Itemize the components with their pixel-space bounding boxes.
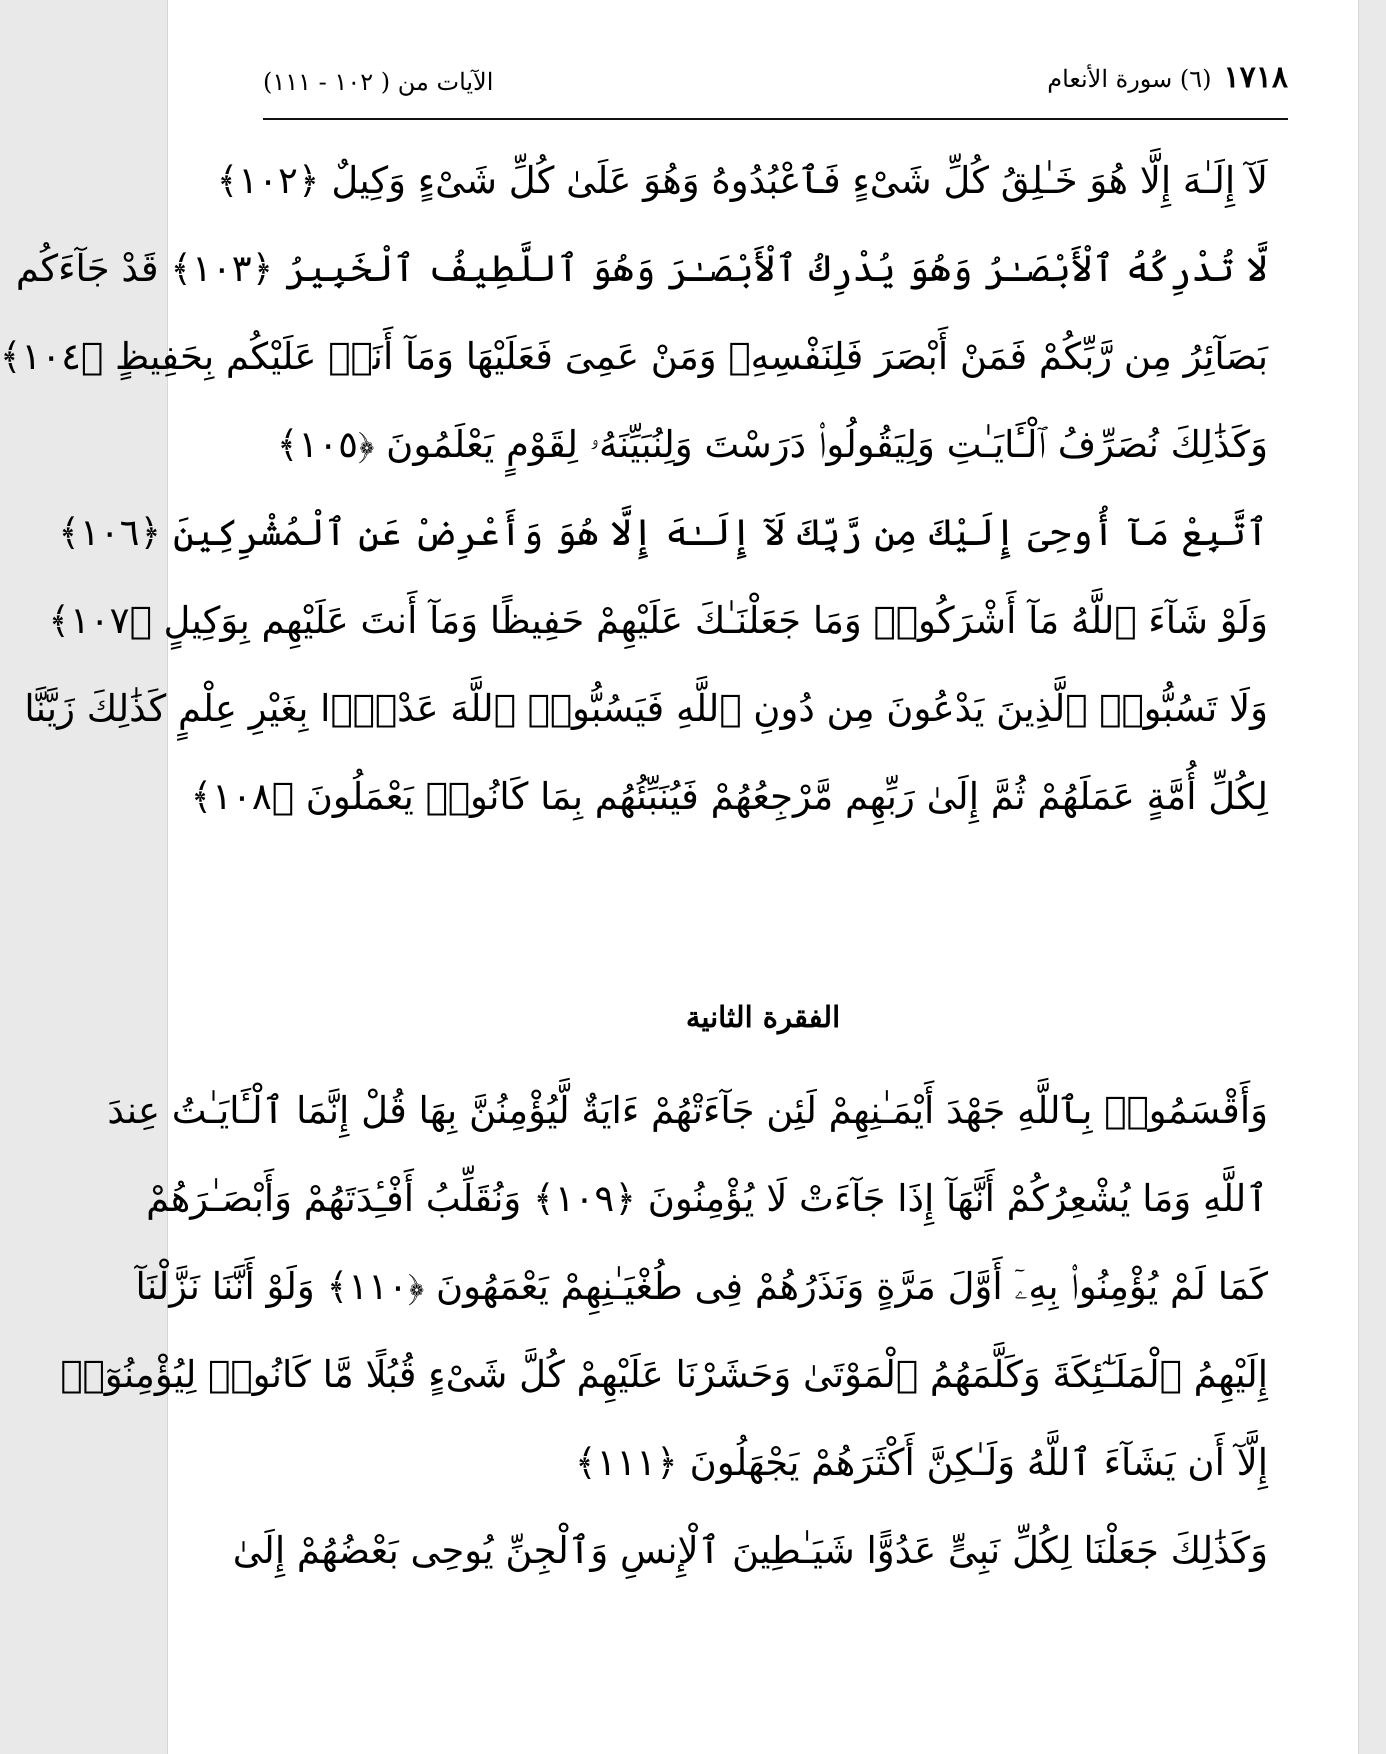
verse-line: إِلَّآ أَن يَشَآءَ ٱللَّهُ وَلَـٰكِنَّ أَكْثَرَهُمْ يَجْهَلُونَ ﴿١١١﴾ <box>574 1441 1268 1484</box>
verse-line: ٱتَّبِعْ مَآ أُوحِىَ إِلَيْكَ مِن رَّبِّكَ لَآ إِلَـٰهَ إِلَّا هُوَ وَأَعْرِضْ عَنِ ٱلْمُشْرِكِينَ ﴿١٠٦﴾ <box>58 511 1268 554</box>
verse-line: كَمَا لَمْ يُؤْمِنُوا۟ بِهِۦٓ أَوَّلَ مَرَّةٍ وَنَذَرُهُمْ فِى طُغْيَـٰنِهِمْ يَعْمَهُونَ ﴿١١٠﴾ وَلَوْ أَنَّنَا نَزَّلْنَآ <box>135 1265 1268 1308</box>
verse-line: وَكَذَٰلِكَ جَعَلْنَا لِكُلِّ نَبِىٍّ عَدُوًّا شَيَـٰطِينَ ٱلْإِنسِ وَٱلْجِنِّ يُوحِى بَعْضُهُمْ إِلَىٰ <box>232 1529 1268 1572</box>
verse-line: ٱللَّهِ وَمَا يُشْعِرُكُمْ أَنَّهَآ إِذَا جَآءَتْ لَا يُؤْمِنُونَ ﴿١٠٩﴾ وَنُقَلِّبُ أَفْـِٔدَتَهُمْ وَأَبْصَـٰرَهُمْ <box>146 1177 1268 1220</box>
page-header <box>263 60 1288 120</box>
surah-title: (٦) سورة الأنعام <box>1047 65 1212 93</box>
verse-line: وَأَقْسَمُوا۟ بِٱللَّهِ جَهْدَ أَيْمَـٰنِهِمْ لَئِن جَآءَتْهُمْ ءَايَةٌ لَّيُؤْمِنُنَّ بِهَا قُلْ إِنَّمَا ٱلْـَٔايَـٰتُ عِندَ <box>107 1089 1268 1132</box>
verse-line: لَآ إِلَـٰهَ إِلَّا هُوَ خَـٰلِقُ كُلِّ شَىْءٍ فَٱعْبُدُوهُ وَهُوَ عَلَىٰ كُلِّ شَىْءٍ وَكِيلٌ ﴿١٠٢﴾ <box>216 159 1268 202</box>
header-title-group <box>1047 60 1288 95</box>
verse-line: بَصَآئِرُ مِن رَّبِّكُمْ فَمَنْ أَبْصَرَ فَلِنَفْسِهِۦ وَمَنْ عَمِىَ فَعَلَيْهَا وَمَآ أَنَا۠ عَلَيْكُم بِحَفِيظٍ ﴿١٠٤﴾ <box>0 335 1268 378</box>
section-heading: الفقرة الثانية <box>685 1000 841 1034</box>
verse-range: الآيات من ( ١٠٢ - ١١١) <box>263 68 494 96</box>
page-number: ١٧١٨ <box>1223 60 1288 95</box>
verse-line: وَلَوْ شَآءَ ٱللَّهُ مَآ أَشْرَكُوا۟ وَمَا جَعَلْنَـٰكَ عَلَيْهِمْ حَفِيظًا وَمَآ أَنتَ عَلَيْهِم بِوَكِيلٍ ﴿١٠٧﴾ <box>48 599 1268 642</box>
verses-part-one <box>0 158 1268 862</box>
verse-line: لَّا تُدْرِكُهُ ٱلْأَبْصَـٰرُ وَهُوَ يُدْرِكُ ٱلْأَبْصَـٰرَ وَهُوَ ٱللَّطِيفُ ٱلْخَبِيرُ ﴿١٠٣﴾ قَدْ جَآءَكُم <box>15 247 1268 290</box>
verse-line: وَكَذَٰلِكَ نُصَرِّفُ ٱلْـَٔايَـٰتِ وَلِيَقُولُوا۟ دَرَسْتَ وَلِنُبَيِّنَهُۥ لِقَوْمٍ يَعْلَمُونَ ﴿١٠٥﴾ <box>276 423 1268 466</box>
verses-part-two <box>60 1088 1268 1616</box>
verse-line: لِكُلِّ أُمَّةٍ عَمَلَهُمْ ثُمَّ إِلَىٰ رَبِّهِم مَّرْجِعُهُمْ فَيُنَبِّئُهُم بِمَا كَانُوا۟ يَعْمَلُونَ ﴿١٠٨﴾ <box>190 775 1268 818</box>
verse-line: إِلَيْهِمُ ٱلْمَلَـٰٓئِكَةَ وَكَلَّمَهُمُ ٱلْمَوْتَىٰ وَحَشَرْنَا عَلَيْهِمْ كُلَّ شَىْءٍ قُبُلًا مَّا كَانُوا۟ لِيُؤْمِنُوٓا۟ <box>60 1353 1268 1396</box>
verse-line: وَلَا تَسُبُّوا۟ ٱلَّذِينَ يَدْعُونَ مِن دُونِ ٱللَّهِ فَيَسُبُّوا۟ ٱللَّهَ عَدْوًۢا بِغَيْرِ عِلْمٍ كَذَٰلِكَ زَيَّنَّا <box>24 687 1268 730</box>
